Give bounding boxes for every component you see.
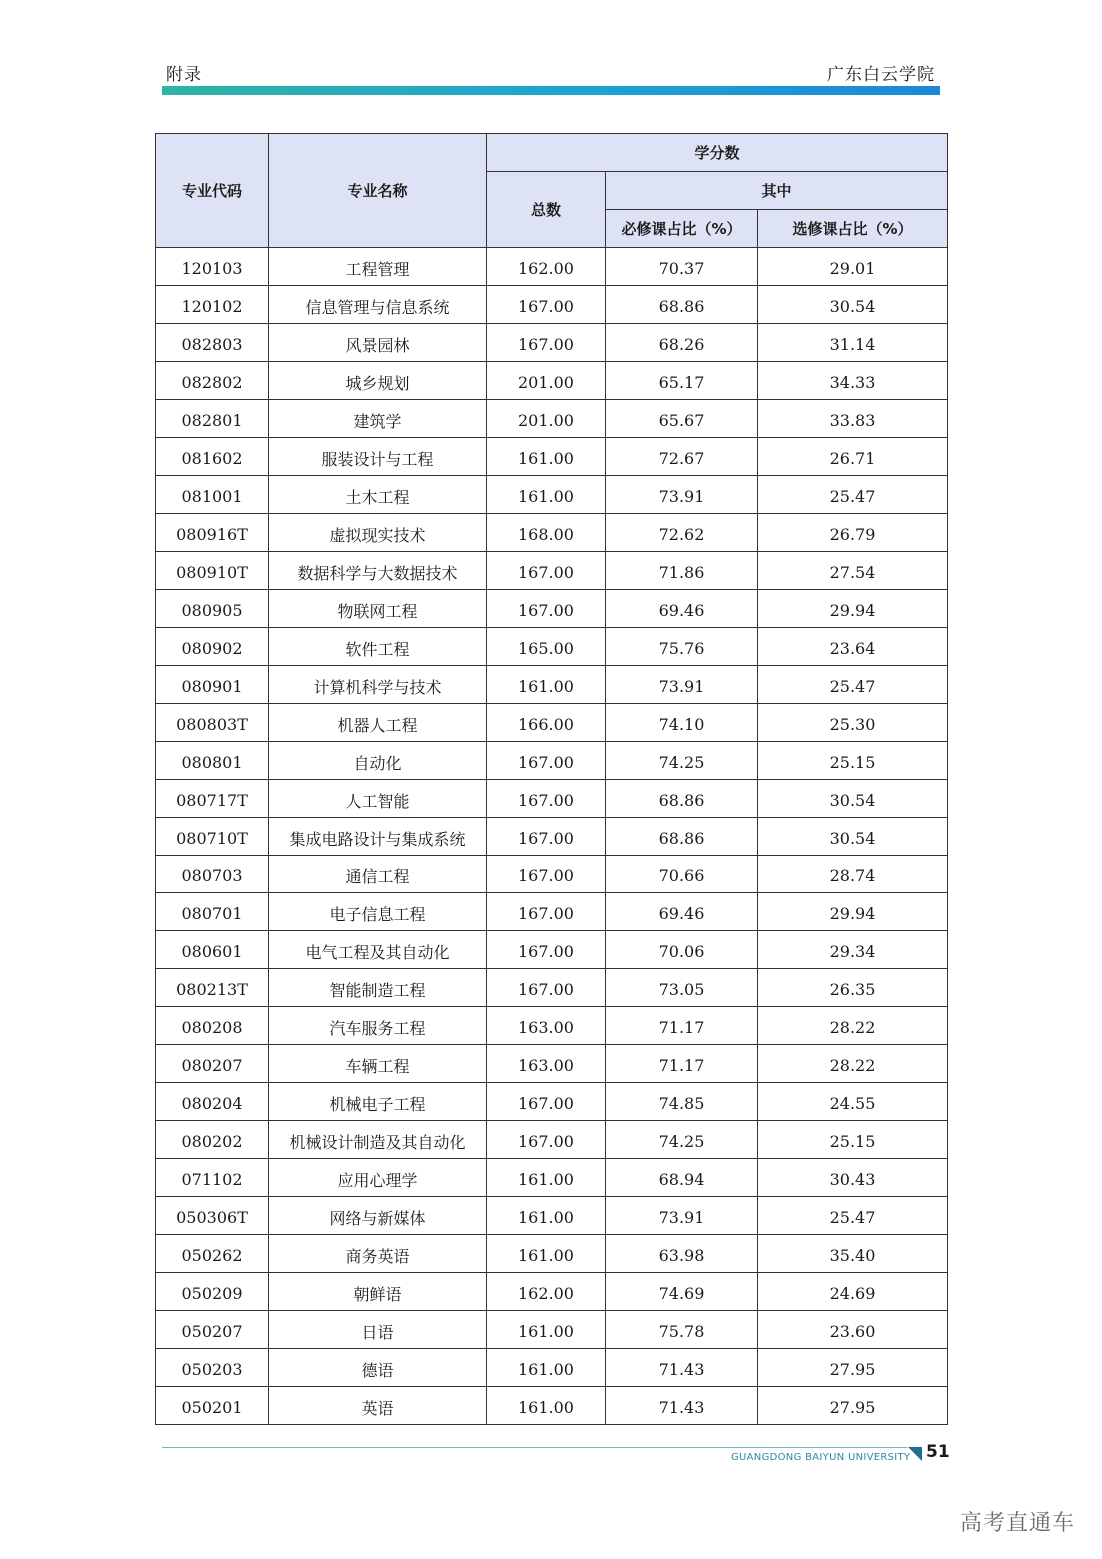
cell-code: 080916T xyxy=(156,513,269,551)
cell-code: 050262 xyxy=(156,1235,269,1273)
cell-required: 70.06 xyxy=(606,931,758,969)
cell-required: 68.86 xyxy=(606,779,758,817)
cell-required: 71.43 xyxy=(606,1349,758,1387)
table-row xyxy=(156,361,948,399)
cell-required: 73.05 xyxy=(606,969,758,1007)
cell-code: 082803 xyxy=(156,323,269,361)
footer-rule xyxy=(162,1447,907,1448)
cell-elective: 27.54 xyxy=(758,551,948,589)
cell-name: 朝鲜语 xyxy=(269,1273,487,1311)
cell-required: 73.91 xyxy=(606,665,758,703)
cell-code: 120103 xyxy=(156,248,269,286)
cell-required: 68.94 xyxy=(606,1159,758,1197)
cell-code: 080910T xyxy=(156,551,269,589)
cell-elective: 25.30 xyxy=(758,703,948,741)
cell-code: 082802 xyxy=(156,361,269,399)
header-gradient-bar xyxy=(162,86,940,95)
cell-elective: 23.64 xyxy=(758,627,948,665)
cell-total: 161.00 xyxy=(487,665,606,703)
cell-total: 167.00 xyxy=(487,551,606,589)
cell-required: 71.17 xyxy=(606,1045,758,1083)
cell-elective: 25.15 xyxy=(758,741,948,779)
table-row xyxy=(156,1197,948,1235)
cell-name: 信息管理与信息系统 xyxy=(269,285,487,323)
table-row xyxy=(156,931,948,969)
cell-code: 080710T xyxy=(156,817,269,855)
cell-total: 167.00 xyxy=(487,931,606,969)
table-row xyxy=(156,817,948,855)
cell-total: 201.00 xyxy=(487,361,606,399)
cell-name: 网络与新媒体 xyxy=(269,1197,487,1235)
cell-elective: 25.15 xyxy=(758,1121,948,1159)
cell-elective: 25.47 xyxy=(758,475,948,513)
cell-required: 68.26 xyxy=(606,323,758,361)
cell-total: 161.00 xyxy=(487,1387,606,1425)
cell-code: 082801 xyxy=(156,399,269,437)
cell-code: 050209 xyxy=(156,1273,269,1311)
cell-name: 建筑学 xyxy=(269,399,487,437)
table-row xyxy=(156,1349,948,1387)
cell-elective: 25.47 xyxy=(758,665,948,703)
cell-code: 080905 xyxy=(156,589,269,627)
cell-total: 167.00 xyxy=(487,285,606,323)
cell-elective: 31.14 xyxy=(758,323,948,361)
cell-name: 商务英语 xyxy=(269,1235,487,1273)
cell-code: 080213T xyxy=(156,969,269,1007)
cell-total: 161.00 xyxy=(487,1349,606,1387)
cell-elective: 29.94 xyxy=(758,589,948,627)
table-row xyxy=(156,703,948,741)
table-row xyxy=(156,285,948,323)
footer-university-name: GUANGDONG BAIYUN UNIVERSITY xyxy=(731,1452,911,1463)
cell-required: 75.76 xyxy=(606,627,758,665)
cell-total: 163.00 xyxy=(487,1045,606,1083)
cell-name: 日语 xyxy=(269,1311,487,1349)
table-row xyxy=(156,1159,948,1197)
cell-elective: 30.54 xyxy=(758,285,948,323)
cell-name: 计算机科学与技术 xyxy=(269,665,487,703)
cell-required: 71.86 xyxy=(606,551,758,589)
cell-required: 74.85 xyxy=(606,1083,758,1121)
cell-name: 汽车服务工程 xyxy=(269,1007,487,1045)
table-row xyxy=(156,551,948,589)
table-row xyxy=(156,1311,948,1349)
cell-code: 050207 xyxy=(156,1311,269,1349)
table-body xyxy=(156,248,948,1425)
cell-elective: 28.22 xyxy=(758,1045,948,1083)
table-row xyxy=(156,627,948,665)
cell-code: 080601 xyxy=(156,931,269,969)
cell-elective: 25.47 xyxy=(758,1197,948,1235)
cell-code: 080701 xyxy=(156,893,269,931)
cell-name: 集成电路设计与集成系统 xyxy=(269,817,487,855)
cell-required: 74.25 xyxy=(606,741,758,779)
cell-total: 167.00 xyxy=(487,741,606,779)
cell-total: 167.00 xyxy=(487,855,606,893)
cell-code: 080202 xyxy=(156,1121,269,1159)
table-row xyxy=(156,779,948,817)
cell-elective: 27.95 xyxy=(758,1349,948,1387)
cell-total: 167.00 xyxy=(487,893,606,931)
cell-code: 080901 xyxy=(156,665,269,703)
table-row xyxy=(156,1045,948,1083)
header-school-name: 广东白云学院 xyxy=(827,65,935,85)
cell-name: 土木工程 xyxy=(269,475,487,513)
cell-name: 通信工程 xyxy=(269,855,487,893)
cell-code: 080803T xyxy=(156,703,269,741)
cell-code: 080717T xyxy=(156,779,269,817)
footer-triangle-icon xyxy=(908,1447,922,1461)
cell-code: 081602 xyxy=(156,437,269,475)
cell-name: 英语 xyxy=(269,1387,487,1425)
cell-total: 168.00 xyxy=(487,513,606,551)
page-number: 51 xyxy=(926,1442,950,1462)
table-row xyxy=(156,437,948,475)
table-row xyxy=(156,855,948,893)
cell-code: 071102 xyxy=(156,1159,269,1197)
cell-elective: 30.54 xyxy=(758,817,948,855)
cell-code: 050306T xyxy=(156,1197,269,1235)
watermark-text: 高考直通车 xyxy=(959,1511,1075,1536)
cell-total: 161.00 xyxy=(487,1235,606,1273)
cell-required: 72.67 xyxy=(606,437,758,475)
cell-name: 物联网工程 xyxy=(269,589,487,627)
cell-total: 162.00 xyxy=(487,248,606,286)
cell-name: 工程管理 xyxy=(269,248,487,286)
cell-required: 65.17 xyxy=(606,361,758,399)
cell-code: 080801 xyxy=(156,741,269,779)
col-header-total: 总数 xyxy=(487,172,606,248)
table-row xyxy=(156,248,948,286)
cell-code: 080208 xyxy=(156,1007,269,1045)
cell-elective: 27.95 xyxy=(758,1387,948,1425)
cell-elective: 33.83 xyxy=(758,399,948,437)
cell-code: 080204 xyxy=(156,1083,269,1121)
cell-name: 车辆工程 xyxy=(269,1045,487,1083)
table-row xyxy=(156,741,948,779)
cell-elective: 35.40 xyxy=(758,1235,948,1273)
table-row xyxy=(156,399,948,437)
cell-name: 虚拟现实技术 xyxy=(269,513,487,551)
cell-total: 161.00 xyxy=(487,437,606,475)
col-header-elective: 选修课占比（%） xyxy=(758,210,948,248)
cell-elective: 28.22 xyxy=(758,1007,948,1045)
credits-table xyxy=(155,133,948,1425)
cell-required: 68.86 xyxy=(606,817,758,855)
cell-required: 70.66 xyxy=(606,855,758,893)
table-row xyxy=(156,1235,948,1273)
cell-required: 74.10 xyxy=(606,703,758,741)
cell-total: 166.00 xyxy=(487,703,606,741)
cell-elective: 29.01 xyxy=(758,248,948,286)
table-row xyxy=(156,1387,948,1425)
cell-total: 167.00 xyxy=(487,589,606,627)
cell-name: 应用心理学 xyxy=(269,1159,487,1197)
cell-total: 201.00 xyxy=(487,399,606,437)
cell-required: 73.91 xyxy=(606,475,758,513)
table-row xyxy=(156,1273,948,1311)
header-section-label: 附录 xyxy=(166,65,202,85)
cell-elective: 24.55 xyxy=(758,1083,948,1121)
cell-code: 080207 xyxy=(156,1045,269,1083)
cell-required: 73.91 xyxy=(606,1197,758,1235)
cell-elective: 23.60 xyxy=(758,1311,948,1349)
table-row xyxy=(156,1121,948,1159)
cell-name: 服装设计与工程 xyxy=(269,437,487,475)
cell-required: 70.37 xyxy=(606,248,758,286)
cell-elective: 30.54 xyxy=(758,779,948,817)
cell-name: 风景园林 xyxy=(269,323,487,361)
cell-name: 电子信息工程 xyxy=(269,893,487,931)
cell-name: 自动化 xyxy=(269,741,487,779)
col-header-code: 专业代码 xyxy=(156,134,269,248)
cell-elective: 26.79 xyxy=(758,513,948,551)
cell-total: 161.00 xyxy=(487,1311,606,1349)
cell-name: 机器人工程 xyxy=(269,703,487,741)
cell-total: 161.00 xyxy=(487,475,606,513)
cell-elective: 24.69 xyxy=(758,1273,948,1311)
cell-total: 161.00 xyxy=(487,1159,606,1197)
cell-name: 数据科学与大数据技术 xyxy=(269,551,487,589)
table-row xyxy=(156,513,948,551)
cell-elective: 30.43 xyxy=(758,1159,948,1197)
table-row xyxy=(156,323,948,361)
cell-required: 68.86 xyxy=(606,285,758,323)
cell-total: 167.00 xyxy=(487,323,606,361)
cell-total: 161.00 xyxy=(487,1197,606,1235)
cell-total: 167.00 xyxy=(487,1083,606,1121)
cell-code: 080703 xyxy=(156,855,269,893)
cell-name: 软件工程 xyxy=(269,627,487,665)
cell-required: 71.43 xyxy=(606,1387,758,1425)
cell-required: 65.67 xyxy=(606,399,758,437)
table-header xyxy=(156,134,948,248)
cell-code: 050203 xyxy=(156,1349,269,1387)
cell-required: 69.46 xyxy=(606,589,758,627)
cell-required: 72.62 xyxy=(606,513,758,551)
cell-required: 74.25 xyxy=(606,1121,758,1159)
cell-total: 167.00 xyxy=(487,969,606,1007)
cell-total: 167.00 xyxy=(487,817,606,855)
table-row xyxy=(156,1083,948,1121)
col-header-name: 专业名称 xyxy=(269,134,487,248)
cell-total: 165.00 xyxy=(487,627,606,665)
cell-code: 080902 xyxy=(156,627,269,665)
cell-elective: 34.33 xyxy=(758,361,948,399)
table-row xyxy=(156,969,948,1007)
cell-name: 机械电子工程 xyxy=(269,1083,487,1121)
cell-elective: 29.34 xyxy=(758,931,948,969)
cell-elective: 29.94 xyxy=(758,893,948,931)
cell-name: 人工智能 xyxy=(269,779,487,817)
cell-required: 74.69 xyxy=(606,1273,758,1311)
cell-name: 智能制造工程 xyxy=(269,969,487,1007)
cell-name: 机械设计制造及其自动化 xyxy=(269,1121,487,1159)
cell-required: 75.78 xyxy=(606,1311,758,1349)
table-row xyxy=(156,475,948,513)
cell-elective: 26.71 xyxy=(758,437,948,475)
cell-code: 120102 xyxy=(156,285,269,323)
cell-code: 050201 xyxy=(156,1387,269,1425)
cell-code: 081001 xyxy=(156,475,269,513)
table-row xyxy=(156,1007,948,1045)
cell-required: 63.98 xyxy=(606,1235,758,1273)
col-header-credits: 学分数 xyxy=(487,134,948,172)
table-row xyxy=(156,893,948,931)
table-row xyxy=(156,665,948,703)
cell-total: 162.00 xyxy=(487,1273,606,1311)
cell-elective: 28.74 xyxy=(758,855,948,893)
table-row xyxy=(156,589,948,627)
cell-required: 69.46 xyxy=(606,893,758,931)
cell-required: 71.17 xyxy=(606,1007,758,1045)
cell-total: 167.00 xyxy=(487,779,606,817)
cell-elective: 26.35 xyxy=(758,969,948,1007)
cell-name: 德语 xyxy=(269,1349,487,1387)
cell-name: 电气工程及其自动化 xyxy=(269,931,487,969)
cell-total: 163.00 xyxy=(487,1007,606,1045)
col-header-required: 必修课占比（%） xyxy=(606,210,758,248)
col-header-of-which: 其中 xyxy=(606,172,948,210)
cell-total: 167.00 xyxy=(487,1121,606,1159)
cell-name: 城乡规划 xyxy=(269,361,487,399)
